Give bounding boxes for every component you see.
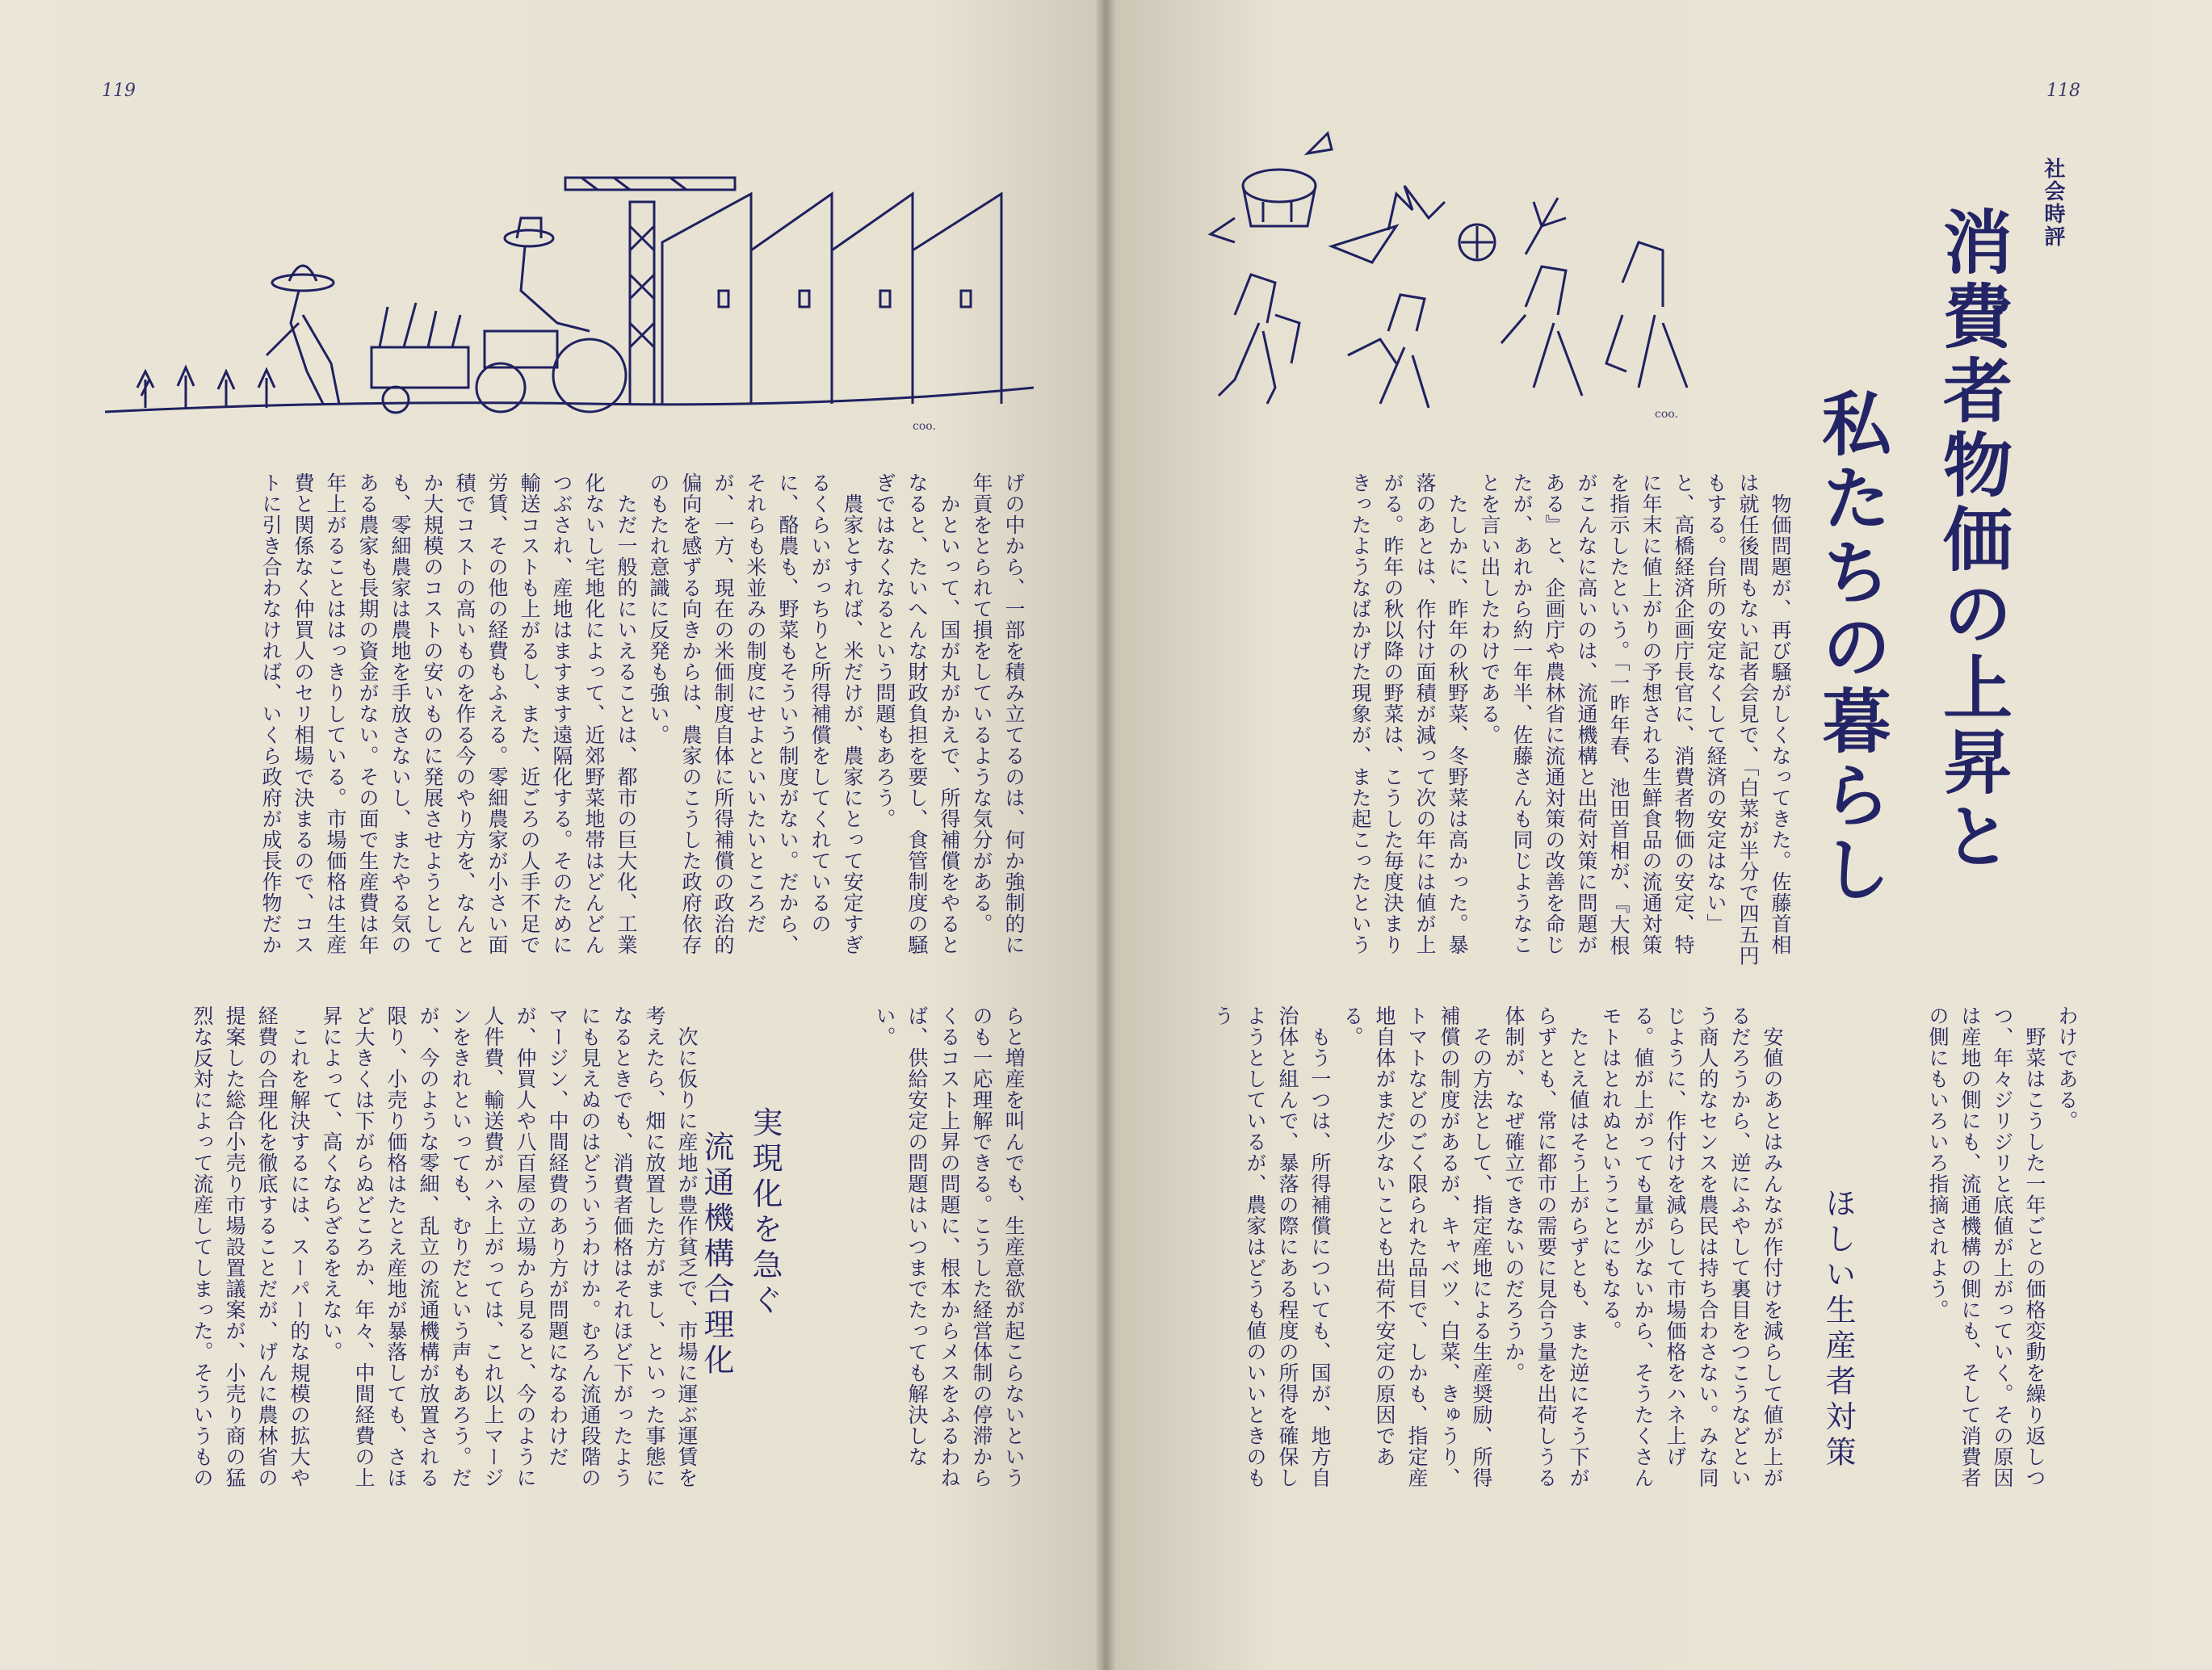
page-number: 118 bbox=[2046, 81, 2080, 101]
body-column-lower-intro: わけである。 野菜はこうした一年ごとの価格変動を繰り返しつつ、年々ジリジリと底値が上がっていく。その原因は産地の側にも、流通機構の側にも、そして消費者の側にもいろいろ指摘されよう。 bbox=[1926, 1005, 2079, 1488]
body-column-lower: 次に仮りに産地が豊作貧乏で、市場に運ぶ運賃を考えたら、畑に放置した方がまし、といった事態になるときでも、消費者価格はそれほど下がったようにも見えぬのはどういうわけか。むろん流通段階のマージン、中間経費のあり方が問題になるわけだが、仲買人や八百屋の立場から見ると、今のように人件費、輸送費がハネ上がっては、これ以上マージンをきれといっても、むりだという声もあろう。だが、今のような零細、乱立の流通機構が放置される限り、小売り価格はたとえ産地が暴落しても、さほど大きくは下がらぬどころか、年々、中間経費の上昇によって、高くならざるをえない。 これを解決するには、スーパー的な規模の拡大や経費の合理化を徹底することだが、げんに農林省の提案した総合小売り市場設置議案が、小売り商の猛烈な反対によって流産してしまった。そういうもの bbox=[191, 1005, 699, 1488]
illustration-signature: coo. bbox=[913, 420, 936, 433]
body-column-lower-continued: らと増産を叫んでも、生産意欲が起こらないというのも一応理解できる。こうした経営体制の停滞からくるコスト上昇の問題に、根本からメスをふるわねば、供給安定の問題はいつまでたっても解決しない。 bbox=[873, 1005, 1026, 1488]
section-heading-line2: 流通機構合理化 bbox=[699, 1131, 734, 1379]
body-column-upper: 物価問題が、再び騒がしくなってきた。佐藤首相は就任後間もない記者会見で、「白菜が半分で四五円もする。台所の安定なくして経済の安定はない」と、高橋経済企画庁長官に、消費者物価の安定、特に年末に値上がりの予想される生鮮食品の流通対策を指示したという。「一昨年春、池田首相が、『大根がこんなに高いのは、流通機構と出荷対策に問題がある』と、企画庁や農林省に流通対策の改善を命じたが、あれから約一年半、佐藤さんも同じようなことを言い出したわけである。 たしかに、昨年の秋野菜、冬野菜は高かった。暴落のあとは、作付け面積が減って次の年には値が上がる。昨年の秋以降の野菜は、こうした毎度決まりきったようなばかげた現象が、また起こったという bbox=[1349, 472, 1792, 967]
right-page bbox=[1106, 0, 2212, 1670]
section-heading: ほしい生産者対策 bbox=[1820, 1187, 1856, 1471]
article-title-line1: 消費者物価の上昇と bbox=[1931, 206, 2013, 875]
illustration-farm-factory bbox=[105, 129, 1034, 436]
body-column-lower: 安値のあとはみんなが作付けを減らして値が上がるだろうから、逆にふやして裏目をつこうなどという商人的なセンスを農民は持ち合わさない。みな同じように、作付けを減らして市場価格をハネ上げる。値が上がっても量が少ないから、そうたくさんモトはとれぬということにもなる。 たとえ値はそう上がらずとも、また逆にそう下がらずとも、常に都市の需要に見合う量を出荷しうる体制が、なぜ確立できないのだろうか。 その方法として、指定産地による生産奨励、所得補償の制度があるが、キャベツ、白菜、きゅうり、トマトなどのごく限られた品目で、しかも、指定産地自体がまだ少ないことも出荷不安定の原因である。 もう一つは、所得補償についても、国が、地方自治体と組んで、暴落の際にある程度の所得を確保しようとしているが、農家はどうも値のいいときのもう bbox=[1211, 1005, 1784, 1488]
illustration-consumers bbox=[1186, 121, 1752, 428]
body-column-upper: げの中から、一部を積み立てるのは、何か強制的に年貢をとられて損をしているような気分がある。 かといって、国が丸がかえで、所得補償をやるとなると、たいへんな財政負担を要し、食管制度の騒ぎではなくなるという問題もあろう。 農家とすれば、米だけが、農家にとって安定すぎるくらいがっちりと所得補償をしてくれているのに、酪農も、野菜もそういう制度がない。だから、それらも米並みの制度にせよといいたいところだが、一方、現在の米価制度自体に所得補償の政治的偏向を感ずる向きからは、農家のこうした政府依存のもたれ意識に反発も強い。 ただ一般的にいえることは、都市の巨大化、工業化ないし宅地化によって、近郊野菜地帯はどんどんつぶされ、産地はますます遠隔化する。そのために輸送コストも上がるし、また、近ごろの人手不足で労賃、その他の経費もふえる。零細農家が小さい面積でコストの高いものを作る今のやり方を、なんとか大規模のコストの安いものに発展させようとしても、零細農家は農地を手放さないし、またやる気のある農家も長期の資金がない。その面で生産費は年年上がることははっきりしている。市場価格は生産費と関係なく仲買人のセリ相場で決まるので、コストに引き合わなければ、いくら政府が成長作物だか bbox=[259, 472, 1026, 955]
section-heading-line1: 実現化を急ぐ bbox=[747, 1106, 783, 1320]
page-number: 119 bbox=[102, 81, 136, 101]
illustration-signature: coo. bbox=[1655, 408, 1678, 421]
column-label: 社会時評 bbox=[2041, 157, 2065, 248]
book-gutter bbox=[1095, 0, 1116, 1670]
article-title-line2: 私たちの暮らし bbox=[1810, 388, 1891, 908]
